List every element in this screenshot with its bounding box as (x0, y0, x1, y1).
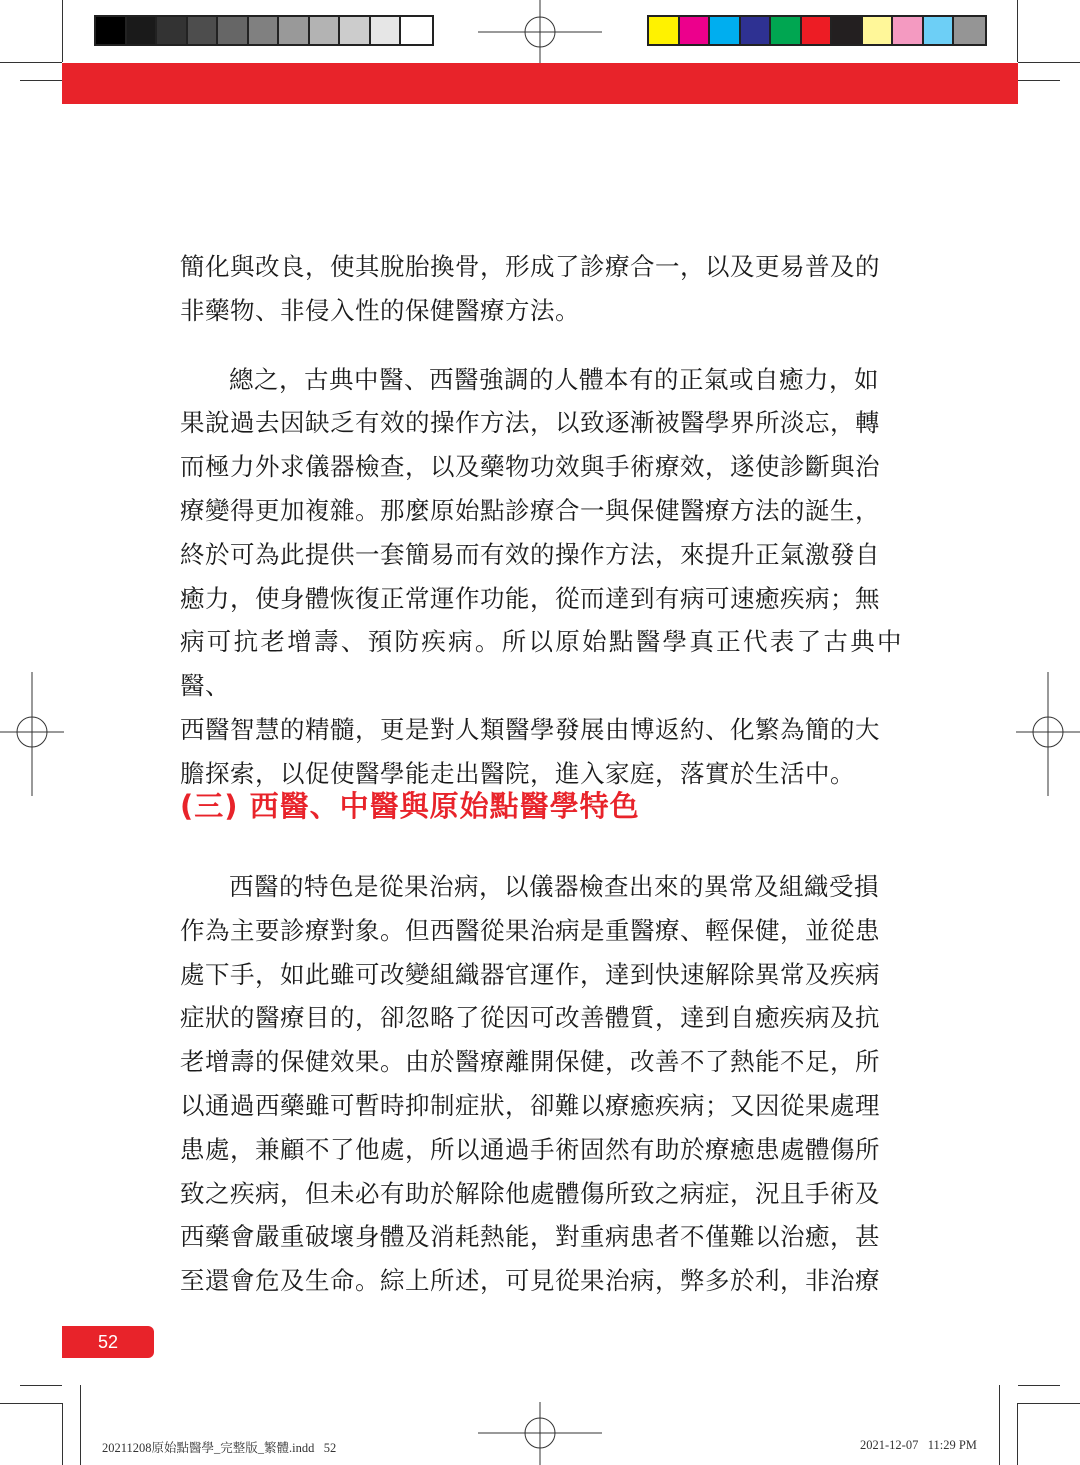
crop-mark-bottom-left-v2 (80, 1385, 81, 1465)
registration-mark-left (0, 672, 64, 796)
calibration-swatch (218, 17, 249, 44)
page-number: 52 (62, 1326, 154, 1358)
calibration-swatch (96, 17, 127, 44)
calibration-swatch (310, 17, 341, 44)
calibration-swatch (863, 17, 894, 44)
calibration-swatch (710, 17, 741, 44)
text-line: 老增壽的保健效果。由於醫療離開保健，改善不了熱能不足，所 (180, 1047, 880, 1077)
crop-mark-bottom-right-v2 (999, 1385, 1000, 1465)
registration-mark-bottom (478, 1402, 602, 1465)
calibration-swatch (249, 17, 280, 44)
text-line: 處下手，如此雖可改變組織器官運作，達到快速解除異常及疾病 (180, 959, 880, 989)
calibration-swatch (680, 17, 711, 44)
calibration-swatch (371, 17, 402, 44)
text-line: 西藥會嚴重破壞身體及消耗熱能，對重病患者不僅難以治癒，甚 (180, 1222, 880, 1252)
crop-mark-top-left-h2 (20, 80, 62, 81)
calibration-swatch (188, 17, 219, 44)
calibration-swatch (340, 17, 371, 44)
text-line: 作為主要診療對象。但西醫從果治病是重醫療、輕保健，並從患 (180, 915, 880, 945)
calibration-swatch (649, 17, 680, 44)
calibration-swatch (802, 17, 833, 44)
crop-mark-bottom-left-h2 (20, 1385, 62, 1386)
text-line: 致之疾病，但未必有助於解除他處體傷所致之病症，況且手術及 (180, 1178, 880, 1208)
calibration-swatch (954, 17, 985, 44)
slug-timestamp: 2021-12-07 11:29 PM (860, 1438, 977, 1452)
color-calibration-bar (647, 15, 987, 46)
calibration-swatch (127, 17, 158, 44)
text-line: 膽探索，以促使醫學能走出醫院，進入家庭，落實於生活中。 (180, 758, 855, 788)
calibration-swatch (279, 17, 310, 44)
text-line: 患處，兼顧不了他處，所以通過手術固然有助於療癒患處體傷所 (180, 1134, 880, 1164)
text-line: 西醫的特色是從果治病，以儀器檢查出來的異常及組織受損 (229, 872, 879, 901)
text-line: 癒力，使身體恢復正常運作功能，從而達到有病可速癒疾病；無 (180, 583, 880, 613)
body-text-section-3 (180, 865, 902, 1303)
crop-mark-top-right-h (1018, 62, 1080, 63)
calibration-swatch (157, 17, 188, 44)
text-line: 西醫智慧的精髓，更是對人類醫學發展由博返約、化繁為簡的大 (180, 714, 880, 744)
crop-mark-top-right-h2 (1018, 80, 1060, 81)
registration-mark-top (478, 0, 602, 64)
crop-mark-bottom-right-v (1017, 1403, 1018, 1465)
calibration-swatch (832, 17, 863, 44)
calibration-swatch (741, 17, 772, 44)
text-line: 果說過去因缺乏有效的操作方法，以致逐漸被醫學界所淡忘，轉 (180, 408, 880, 438)
section-heading: (三) 西醫、中醫與原始點醫學特色 (180, 789, 640, 823)
text-line: 簡化與改良，使其脫胎換骨，形成了診療合一，以及更易普及的 (180, 252, 880, 281)
text-line: 總之，古典中醫、西醫強調的人體本有的正氣或自癒力，如 (229, 364, 879, 394)
body-text (180, 245, 902, 796)
paragraph-3 (180, 865, 902, 1303)
header-band (62, 63, 1018, 104)
crop-mark-top-left-v (62, 0, 63, 62)
slug-file-name: 20211208原始點醫學_完整版_繁體.indd 52 (102, 1441, 337, 1455)
calibration-swatch (401, 17, 432, 44)
text-line: 終於可為此提供一套簡易而有效的操作方法，來提升正氣激發自 (180, 539, 880, 569)
calibration-swatch (924, 17, 955, 44)
text-line: 病可抗老增壽、預防疾病。所以原始點醫學真正代表了古典中醫、 (180, 627, 902, 701)
text-line: 以通過西藥雖可暫時抑制症狀，卻難以療癒疾病；又因從果處理 (180, 1090, 880, 1120)
text-line: 而極力外求儀器檢查，以及藥物功效與手術療效，遂使診斷與治 (180, 452, 880, 482)
registration-mark-right (1016, 672, 1080, 796)
crop-mark-bottom-left-h (0, 1403, 62, 1404)
crop-mark-bottom-right-h (1018, 1403, 1080, 1404)
text-line: 非藥物、非侵入性的保健醫療方法。 (180, 295, 580, 325)
paragraph-1 (180, 245, 902, 333)
crop-mark-top-left-h (0, 62, 62, 63)
grayscale-calibration-bar (94, 15, 434, 46)
crop-mark-bottom-left-v (62, 1403, 63, 1465)
calibration-swatch (771, 17, 802, 44)
paragraph-2 (180, 358, 902, 796)
crop-mark-top-right-v (1017, 0, 1018, 62)
text-line: 至還會危及生命。綜上所述，可見從果治病，弊多於利，非治療 (180, 1266, 880, 1296)
calibration-swatch (893, 17, 924, 44)
text-line: 療變得更加複雜。那麼原始點診療合一與保健醫療方法的誕生， (180, 495, 880, 525)
text-line: 症狀的醫療目的，卻忽略了從因可改善體質，達到自癒疾病及抗 (180, 1003, 880, 1033)
crop-mark-bottom-right-h2 (1018, 1385, 1060, 1386)
